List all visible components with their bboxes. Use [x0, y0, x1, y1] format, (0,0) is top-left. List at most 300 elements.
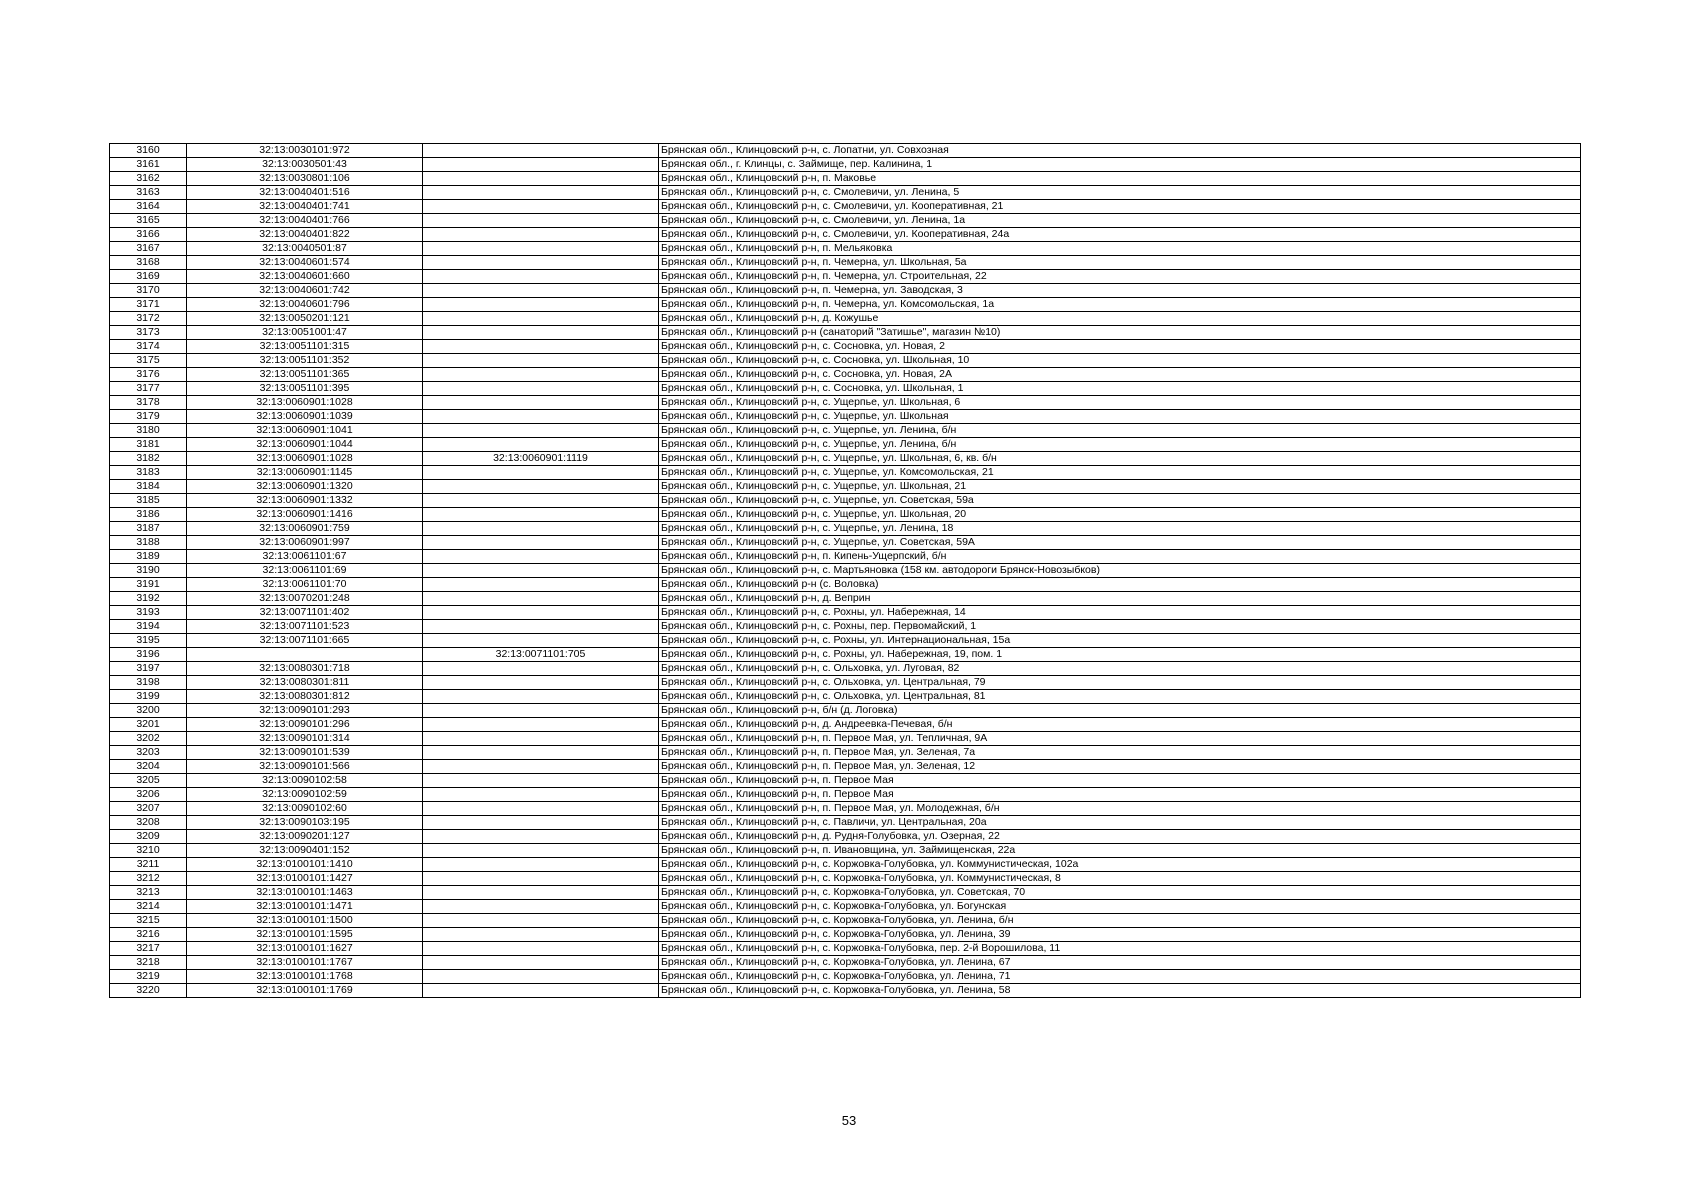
secondary-cadastral-cell: [423, 564, 659, 578]
row-number-cell: 3175: [110, 354, 187, 368]
row-number-cell: 3179: [110, 410, 187, 424]
cadastral-number-cell: 32:13:0100101:1768: [187, 970, 423, 984]
cadastral-number-cell: 32:13:0100101:1410: [187, 858, 423, 872]
table-row: [110, 872, 1581, 886]
address-cell: Брянская обл., Клинцовский р-н, п. Маковье: [659, 172, 1581, 186]
secondary-cadastral-cell: [423, 662, 659, 676]
secondary-cadastral-cell: [423, 606, 659, 620]
address-cell: Брянская обл., Клинцовский р-н, с. Ущерпье, ул. Ленина, 18: [659, 522, 1581, 536]
row-number-cell: 3213: [110, 886, 187, 900]
secondary-cadastral-cell: [423, 844, 659, 858]
address-cell: Брянская обл., Клинцовский р-н, с. Рохны, ул. Набережная, 14: [659, 606, 1581, 620]
row-number-cell: 3161: [110, 158, 187, 172]
secondary-cadastral-cell: 32:13:0060901:1119: [423, 452, 659, 466]
row-number-cell: 3178: [110, 396, 187, 410]
table-row: [110, 480, 1581, 494]
cadastral-number-cell: 32:13:0071101:402: [187, 606, 423, 620]
secondary-cadastral-cell: [423, 158, 659, 172]
address-cell: Брянская обл., Клинцовский р-н, с. Ольховка, ул. Центральная, 81: [659, 690, 1581, 704]
table-row: [110, 564, 1581, 578]
cadastral-number-cell: 32:13:0040401:822: [187, 228, 423, 242]
secondary-cadastral-cell: [423, 886, 659, 900]
cadastral-number-cell: 32:13:0051001:47: [187, 326, 423, 340]
cadastral-number-cell: 32:13:0060901:1332: [187, 494, 423, 508]
secondary-cadastral-cell: [423, 914, 659, 928]
table-row: [110, 928, 1581, 942]
table-row: [110, 396, 1581, 410]
address-cell: Брянская обл., Клинцовский р-н, с. Ущерпье, ул. Школьная, 20: [659, 508, 1581, 522]
cadastral-number-cell: 32:13:0051101:315: [187, 340, 423, 354]
table-row: [110, 368, 1581, 382]
cadastral-number-cell: 32:13:0040601:796: [187, 298, 423, 312]
address-cell: Брянская обл., Клинцовский р-н, с. Коржовка-Голубовка, ул. Ленина, 67: [659, 956, 1581, 970]
address-cell: Брянская обл., Клинцовский р-н, с. Коржовка-Голубовка, ул. Советская, 70: [659, 886, 1581, 900]
row-number-cell: 3165: [110, 214, 187, 228]
address-cell: Брянская обл., Клинцовский р-н (с. Воловка): [659, 578, 1581, 592]
address-cell: Брянская обл., Клинцовский р-н, п. Ивановщина, ул. Займищенская, 22а: [659, 844, 1581, 858]
address-cell: Брянская обл., Клинцовский р-н, с. Лопатни, ул. Совхозная: [659, 144, 1581, 158]
cadastral-number-cell: 32:13:0090101:314: [187, 732, 423, 746]
secondary-cadastral-cell: [423, 438, 659, 452]
table-row: [110, 172, 1581, 186]
table-row: [110, 830, 1581, 844]
table-row: [110, 536, 1581, 550]
row-number-cell: 3209: [110, 830, 187, 844]
row-number-cell: 3166: [110, 228, 187, 242]
cadastral-number-cell: 32:13:0100101:1767: [187, 956, 423, 970]
address-cell: Брянская обл., Клинцовский р-н, с. Ольховка, ул. Луговая, 82: [659, 662, 1581, 676]
property-table-body: [110, 144, 1581, 998]
secondary-cadastral-cell: [423, 354, 659, 368]
table-row: [110, 648, 1581, 662]
address-cell: Брянская обл., Клинцовский р-н, с. Павличи, ул. Центральная, 20а: [659, 816, 1581, 830]
address-cell: Брянская обл., Клинцовский р-н, с. Коржовка-Голубовка, пер. 2-й Ворошилова, 11: [659, 942, 1581, 956]
cadastral-number-cell: 32:13:0040601:660: [187, 270, 423, 284]
table-row: [110, 228, 1581, 242]
table-row: [110, 690, 1581, 704]
secondary-cadastral-cell: [423, 816, 659, 830]
row-number-cell: 3203: [110, 746, 187, 760]
table-row: [110, 270, 1581, 284]
address-cell: Брянская обл., Клинцовский р-н, с. Рохны, ул. Набережная, 19, пом. 1: [659, 648, 1581, 662]
address-cell: Брянская обл., Клинцовский р-н, п. Первое Мая, ул. Тепличная, 9А: [659, 732, 1581, 746]
row-number-cell: 3187: [110, 522, 187, 536]
cadastral-number-cell: 32:13:0060901:1028: [187, 452, 423, 466]
cadastral-number-cell: 32:13:0040401:516: [187, 186, 423, 200]
row-number-cell: 3183: [110, 466, 187, 480]
table-row: [110, 956, 1581, 970]
address-cell: Брянская обл., Клинцовский р-н, с. Коржовка-Голубовка, ул. Ленина, 58: [659, 984, 1581, 998]
row-number-cell: 3176: [110, 368, 187, 382]
secondary-cadastral-cell: [423, 704, 659, 718]
cadastral-number-cell: 32:13:0080301:811: [187, 676, 423, 690]
row-number-cell: 3181: [110, 438, 187, 452]
cadastral-number-cell: 32:13:0090101:566: [187, 760, 423, 774]
secondary-cadastral-cell: [423, 578, 659, 592]
address-cell: Брянская обл., Клинцовский р-н, с. Коржовка-Голубовка, ул. Богунская: [659, 900, 1581, 914]
cadastral-number-cell: 32:13:0040601:574: [187, 256, 423, 270]
row-number-cell: 3177: [110, 382, 187, 396]
row-number-cell: 3211: [110, 858, 187, 872]
table-row: [110, 354, 1581, 368]
address-cell: Брянская обл., Клинцовский р-н, с. Ущерпье, ул. Комсомольская, 21: [659, 466, 1581, 480]
secondary-cadastral-cell: [423, 774, 659, 788]
cadastral-number-cell: 32:13:0070201:248: [187, 592, 423, 606]
row-number-cell: 3174: [110, 340, 187, 354]
address-cell: Брянская обл., Клинцовский р-н, п. Чемерна, ул. Строительная, 22: [659, 270, 1581, 284]
cadastral-number-cell: 32:13:0100101:1595: [187, 928, 423, 942]
secondary-cadastral-cell: [423, 592, 659, 606]
table-row: [110, 340, 1581, 354]
table-row: [110, 900, 1581, 914]
address-cell: Брянская обл., Клинцовский р-н, с. Ущерпье, ул. Школьная, 6, кв. б/н: [659, 452, 1581, 466]
table-row: [110, 662, 1581, 676]
cadastral-number-cell: 32:13:0060901:1041: [187, 424, 423, 438]
page-number: 53: [841, 1113, 857, 1128]
address-cell: Брянская обл., Клинцовский р-н, с. Ущерпье, ул. Школьная: [659, 410, 1581, 424]
secondary-cadastral-cell: [423, 928, 659, 942]
table-row: [110, 746, 1581, 760]
table-row: [110, 634, 1581, 648]
table-row: [110, 326, 1581, 340]
cadastral-number-cell: 32:13:0040501:87: [187, 242, 423, 256]
address-cell: Брянская обл., Клинцовский р-н, с. Смолевичи, ул. Кооперативная, 24а: [659, 228, 1581, 242]
cadastral-number-cell: 32:13:0061101:69: [187, 564, 423, 578]
row-number-cell: 3182: [110, 452, 187, 466]
secondary-cadastral-cell: [423, 984, 659, 998]
secondary-cadastral-cell: [423, 396, 659, 410]
secondary-cadastral-cell: [423, 256, 659, 270]
address-cell: Брянская обл., Клинцовский р-н, с. Смолевичи, ул. Кооперативная, 21: [659, 200, 1581, 214]
secondary-cadastral-cell: [423, 858, 659, 872]
cadastral-number-cell: 32:13:0090201:127: [187, 830, 423, 844]
cadastral-number-cell: 32:13:0060901:1320: [187, 480, 423, 494]
secondary-cadastral-cell: [423, 788, 659, 802]
cadastral-number-cell: 32:13:0060901:1028: [187, 396, 423, 410]
table-row: [110, 144, 1581, 158]
secondary-cadastral-cell: [423, 312, 659, 326]
row-number-cell: 3191: [110, 578, 187, 592]
address-cell: Брянская обл., Клинцовский р-н, с. Смолевичи, ул. Ленина, 1а: [659, 214, 1581, 228]
secondary-cadastral-cell: [423, 690, 659, 704]
secondary-cadastral-cell: 32:13:0071101:705: [423, 648, 659, 662]
cadastral-number-cell: 32:13:0100101:1471: [187, 900, 423, 914]
table-row: [110, 732, 1581, 746]
table-row: [110, 718, 1581, 732]
row-number-cell: 3219: [110, 970, 187, 984]
row-number-cell: 3164: [110, 200, 187, 214]
address-cell: Брянская обл., Клинцовский р-н, с. Ольховка, ул. Центральная, 79: [659, 676, 1581, 690]
address-cell: Брянская обл., Клинцовский р-н, п. Чемерна, ул. Комсомольская, 1а: [659, 298, 1581, 312]
table-row: [110, 522, 1581, 536]
cadastral-number-cell: 32:13:0051101:352: [187, 354, 423, 368]
secondary-cadastral-cell: [423, 242, 659, 256]
secondary-cadastral-cell: [423, 970, 659, 984]
row-number-cell: 3186: [110, 508, 187, 522]
cadastral-number-cell: 32:13:0090101:296: [187, 718, 423, 732]
address-cell: Брянская обл., Клинцовский р-н, с. Коржовка-Голубовка, ул. Ленина, б/н: [659, 914, 1581, 928]
secondary-cadastral-cell: [423, 480, 659, 494]
secondary-cadastral-cell: [423, 340, 659, 354]
cadastral-number-cell: 32:13:0061101:67: [187, 550, 423, 564]
cadastral-number-cell: 32:13:0030801:106: [187, 172, 423, 186]
row-number-cell: 3190: [110, 564, 187, 578]
address-cell: Брянская обл., г. Клинцы, с. Займище, пер. Калинина, 1: [659, 158, 1581, 172]
address-cell: Брянская обл., Клинцовский р-н, п. Первое Мая: [659, 774, 1581, 788]
secondary-cadastral-cell: [423, 718, 659, 732]
table-row: [110, 382, 1581, 396]
secondary-cadastral-cell: [423, 522, 659, 536]
address-cell: Брянская обл., Клинцовский р-н, п. Первое Мая, ул. Зеленая, 7а: [659, 746, 1581, 760]
cadastral-number-cell: 32:13:0060901:1145: [187, 466, 423, 480]
table-row: [110, 242, 1581, 256]
cadastral-number-cell: 32:13:0080301:718: [187, 662, 423, 676]
table-row: [110, 186, 1581, 200]
row-number-cell: 3201: [110, 718, 187, 732]
address-cell: Брянская обл., Клинцовский р-н, д. Кожушье: [659, 312, 1581, 326]
secondary-cadastral-cell: [423, 466, 659, 480]
row-number-cell: 3173: [110, 326, 187, 340]
table-row: [110, 914, 1581, 928]
table-row: [110, 984, 1581, 998]
row-number-cell: 3160: [110, 144, 187, 158]
secondary-cadastral-cell: [423, 228, 659, 242]
secondary-cadastral-cell: [423, 942, 659, 956]
address-cell: Брянская обл., Клинцовский р-н, п. Чемерна, ул. Школьная, 5а: [659, 256, 1581, 270]
table-row: [110, 816, 1581, 830]
cadastral-number-cell: 32:13:0100101:1627: [187, 942, 423, 956]
cadastral-number-cell: 32:13:0050201:121: [187, 312, 423, 326]
cadastral-number-cell: 32:13:0071101:523: [187, 620, 423, 634]
cadastral-number-cell: 32:13:0090101:539: [187, 746, 423, 760]
row-number-cell: 3168: [110, 256, 187, 270]
row-number-cell: 3197: [110, 662, 187, 676]
row-number-cell: 3205: [110, 774, 187, 788]
table-row: [110, 298, 1581, 312]
cadastral-number-cell: 32:13:0040601:742: [187, 284, 423, 298]
table-row: [110, 704, 1581, 718]
secondary-cadastral-cell: [423, 186, 659, 200]
table-row: [110, 494, 1581, 508]
cadastral-number-cell: 32:13:0060901:759: [187, 522, 423, 536]
table-row: [110, 858, 1581, 872]
address-cell: Брянская обл., Клинцовский р-н, с. Ущерпье, ул. Советская, 59а: [659, 494, 1581, 508]
table-row: [110, 312, 1581, 326]
cadastral-number-cell: 32:13:0100101:1769: [187, 984, 423, 998]
row-number-cell: 3184: [110, 480, 187, 494]
row-number-cell: 3180: [110, 424, 187, 438]
table-row: [110, 760, 1581, 774]
cadastral-number-cell: 32:13:0071101:665: [187, 634, 423, 648]
address-cell: Брянская обл., Клинцовский р-н, с. Ущерпье, ул. Школьная, 6: [659, 396, 1581, 410]
table-row: [110, 578, 1581, 592]
table-row: [110, 788, 1581, 802]
secondary-cadastral-cell: [423, 284, 659, 298]
address-cell: Брянская обл., Клинцовский р-н, с. Ущерпье, ул. Ленина, б/н: [659, 438, 1581, 452]
secondary-cadastral-cell: [423, 200, 659, 214]
secondary-cadastral-cell: [423, 956, 659, 970]
secondary-cadastral-cell: [423, 634, 659, 648]
secondary-cadastral-cell: [423, 536, 659, 550]
row-number-cell: 3202: [110, 732, 187, 746]
address-cell: Брянская обл., Клинцовский р-н, с. Сосновка, ул. Новая, 2А: [659, 368, 1581, 382]
address-cell: Брянская обл., Клинцовский р-н, с. Коржовка-Голубовка, ул. Ленина, 71: [659, 970, 1581, 984]
address-cell: Брянская обл., Клинцовский р-н, с. Рохны, пер. Первомайский, 1: [659, 620, 1581, 634]
address-cell: Брянская обл., Клинцовский р-н, п. Мельяковка: [659, 242, 1581, 256]
row-number-cell: 3196: [110, 648, 187, 662]
row-number-cell: 3206: [110, 788, 187, 802]
secondary-cadastral-cell: [423, 410, 659, 424]
table-row: [110, 214, 1581, 228]
address-cell: Брянская обл., Клинцовский р-н, б/н (д. Логовка): [659, 704, 1581, 718]
row-number-cell: 3207: [110, 802, 187, 816]
row-number-cell: 3163: [110, 186, 187, 200]
row-number-cell: 3220: [110, 984, 187, 998]
row-number-cell: 3170: [110, 284, 187, 298]
address-cell: Брянская обл., Клинцовский р-н (санаторий "Затишье", магазин №10): [659, 326, 1581, 340]
cadastral-number-cell: [187, 648, 423, 662]
table-row: [110, 424, 1581, 438]
cadastral-number-cell: 32:13:0060901:1039: [187, 410, 423, 424]
row-number-cell: 3189: [110, 550, 187, 564]
address-cell: Брянская обл., Клинцовский р-н, с. Сосновка, ул. Школьная, 1: [659, 382, 1581, 396]
row-number-cell: 3200: [110, 704, 187, 718]
row-number-cell: 3172: [110, 312, 187, 326]
address-cell: Брянская обл., Клинцовский р-н, с. Мартьяновка (158 км. автодороги Брянск-Новозыбков): [659, 564, 1581, 578]
row-number-cell: 3199: [110, 690, 187, 704]
secondary-cadastral-cell: [423, 172, 659, 186]
table-row: [110, 844, 1581, 858]
row-number-cell: 3185: [110, 494, 187, 508]
row-number-cell: 3217: [110, 942, 187, 956]
cadastral-number-cell: 32:13:0080301:812: [187, 690, 423, 704]
address-cell: Брянская обл., Клинцовский р-н, с. Коржовка-Голубовка, ул. Коммунистическая, 8: [659, 872, 1581, 886]
row-number-cell: 3171: [110, 298, 187, 312]
cadastral-number-cell: 32:13:0090102:58: [187, 774, 423, 788]
secondary-cadastral-cell: [423, 900, 659, 914]
row-number-cell: 3192: [110, 592, 187, 606]
table-row: [110, 200, 1581, 214]
row-number-cell: 3169: [110, 270, 187, 284]
row-number-cell: 3162: [110, 172, 187, 186]
address-cell: Брянская обл., Клинцовский р-н, с. Коржовка-Голубовка, ул. Коммунистическая, 102а: [659, 858, 1581, 872]
address-cell: Брянская обл., Клинцовский р-н, с. Смолевичи, ул. Ленина, 5: [659, 186, 1581, 200]
table-row: [110, 410, 1581, 424]
secondary-cadastral-cell: [423, 830, 659, 844]
table-row: [110, 466, 1581, 480]
address-cell: Брянская обл., Клинцовский р-н, с. Ущерпье, ул. Советская, 59А: [659, 536, 1581, 550]
cadastral-number-cell: 32:13:0040401:741: [187, 200, 423, 214]
table-row: [110, 256, 1581, 270]
address-cell: Брянская обл., Клинцовский р-н, п. Первое Мая, ул. Зеленая, 12: [659, 760, 1581, 774]
secondary-cadastral-cell: [423, 144, 659, 158]
address-cell: Брянская обл., Клинцовский р-н, д. Рудня-Голубовка, ул. Озерная, 22: [659, 830, 1581, 844]
table-row: [110, 438, 1581, 452]
cadastral-number-cell: 32:13:0051101:395: [187, 382, 423, 396]
secondary-cadastral-cell: [423, 368, 659, 382]
table-row: [110, 284, 1581, 298]
table-row: [110, 158, 1581, 172]
row-number-cell: 3215: [110, 914, 187, 928]
row-number-cell: 3216: [110, 928, 187, 942]
cadastral-number-cell: 32:13:0040401:766: [187, 214, 423, 228]
address-cell: Брянская обл., Клинцовский р-н, с. Сосновка, ул. Школьная, 10: [659, 354, 1581, 368]
table-row: [110, 508, 1581, 522]
secondary-cadastral-cell: [423, 424, 659, 438]
secondary-cadastral-cell: [423, 270, 659, 284]
secondary-cadastral-cell: [423, 214, 659, 228]
cadastral-number-cell: 32:13:0090401:152: [187, 844, 423, 858]
row-number-cell: 3198: [110, 676, 187, 690]
table-row: [110, 970, 1581, 984]
cadastral-number-cell: 32:13:0100101:1500: [187, 914, 423, 928]
table-row: [110, 620, 1581, 634]
row-number-cell: 3204: [110, 760, 187, 774]
secondary-cadastral-cell: [423, 620, 659, 634]
address-cell: Брянская обл., Клинцовский р-н, с. Ущерпье, ул. Школьная, 21: [659, 480, 1581, 494]
cadastral-number-cell: 32:13:0060901:1416: [187, 508, 423, 522]
address-cell: Брянская обл., Клинцовский р-н, д. Андреевка-Печевая, б/н: [659, 718, 1581, 732]
address-cell: Брянская обл., Клинцовский р-н, с. Ущерпье, ул. Ленина, б/н: [659, 424, 1581, 438]
cadastral-number-cell: 32:13:0030501:43: [187, 158, 423, 172]
cadastral-number-cell: 32:13:0100101:1427: [187, 872, 423, 886]
address-cell: Брянская обл., Клинцовский р-н, п. Чемерна, ул. Заводская, 3: [659, 284, 1581, 298]
row-number-cell: 3194: [110, 620, 187, 634]
table-row: [110, 886, 1581, 900]
table-row: [110, 774, 1581, 788]
row-number-cell: 3210: [110, 844, 187, 858]
row-number-cell: 3167: [110, 242, 187, 256]
table-row: [110, 452, 1581, 466]
address-cell: Брянская обл., Клинцовский р-н, с. Рохны, ул. Интернациональная, 15а: [659, 634, 1581, 648]
cadastral-number-cell: 32:13:0100101:1463: [187, 886, 423, 900]
row-number-cell: 3218: [110, 956, 187, 970]
table-row: [110, 676, 1581, 690]
cadastral-number-cell: 32:13:0060901:1044: [187, 438, 423, 452]
secondary-cadastral-cell: [423, 802, 659, 816]
property-table: [109, 143, 1581, 998]
row-number-cell: 3195: [110, 634, 187, 648]
cadastral-number-cell: 32:13:0090103:195: [187, 816, 423, 830]
cadastral-number-cell: 32:13:0090102:60: [187, 802, 423, 816]
secondary-cadastral-cell: [423, 326, 659, 340]
address-cell: Брянская обл., Клинцовский р-н, с. Сосновка, ул. Новая, 2: [659, 340, 1581, 354]
row-number-cell: 3208: [110, 816, 187, 830]
row-number-cell: 3212: [110, 872, 187, 886]
secondary-cadastral-cell: [423, 550, 659, 564]
secondary-cadastral-cell: [423, 732, 659, 746]
secondary-cadastral-cell: [423, 298, 659, 312]
table-row: [110, 550, 1581, 564]
address-cell: Брянская обл., Клинцовский р-н, п. Первое Мая: [659, 788, 1581, 802]
address-cell: Брянская обл., Клинцовский р-н, с. Коржовка-Голубовка, ул. Ленина, 39: [659, 928, 1581, 942]
table-row: [110, 606, 1581, 620]
cadastral-number-cell: 32:13:0051101:365: [187, 368, 423, 382]
row-number-cell: 3188: [110, 536, 187, 550]
address-cell: Брянская обл., Клинцовский р-н, д. Веприн: [659, 592, 1581, 606]
secondary-cadastral-cell: [423, 872, 659, 886]
row-number-cell: 3193: [110, 606, 187, 620]
cadastral-number-cell: 32:13:0061101:70: [187, 578, 423, 592]
secondary-cadastral-cell: [423, 676, 659, 690]
secondary-cadastral-cell: [423, 508, 659, 522]
table-row: [110, 802, 1581, 816]
table-row: [110, 942, 1581, 956]
cadastral-number-cell: 32:13:0030101:972: [187, 144, 423, 158]
secondary-cadastral-cell: [423, 494, 659, 508]
secondary-cadastral-cell: [423, 760, 659, 774]
row-number-cell: 3214: [110, 900, 187, 914]
